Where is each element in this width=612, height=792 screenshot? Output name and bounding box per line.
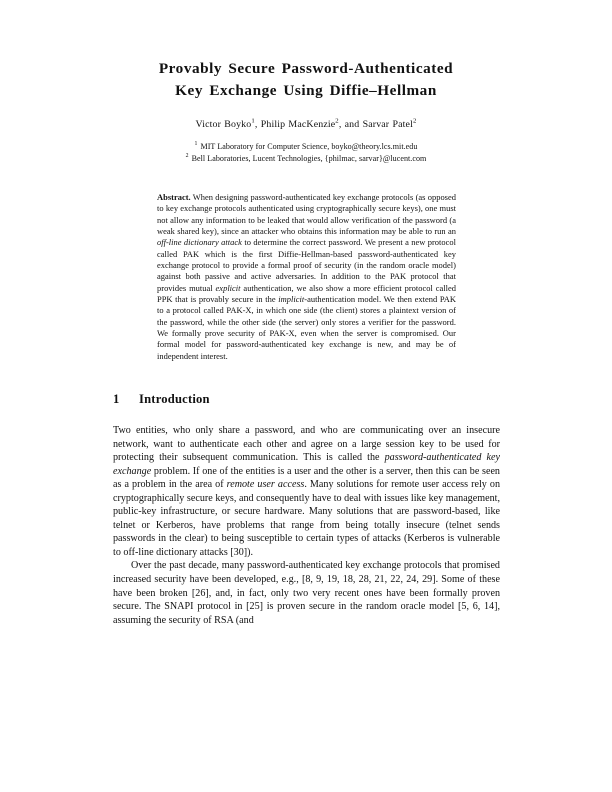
title-line-2: Key Exchange Using Diffie–Hellman: [175, 82, 437, 99]
author-affiliation-marker-1: 1: [251, 117, 255, 125]
body-paragraph-2: Over the past decade, many password-authenticated key exchange protocols that promised increased security have been developed, e.g., [8, 9, 19, 18, 28, 21, 22, 24, 29]. Some of these have been broken [26], and, in fact, only two very recent ones have been formally proven secure. The SNAPI protocol in [25] is proven secure in the random oracle model [5, 6, 14], assuming the security of RSA (and: [113, 560, 500, 626]
section-heading-introduction: [113, 392, 210, 407]
affiliation-text-1: MIT Laboratory for Computer Science, boyko@theory.lcs.mit.edu: [200, 142, 418, 151]
affiliation-marker-1: 1: [194, 141, 198, 148]
abstract-text-part-3: authentication, we also show a more efficient protocol called PPK that is provably secure in the: [157, 282, 457, 305]
affiliation-marker-2: 2: [185, 152, 189, 159]
affiliation-list: [86, 141, 526, 164]
abstract-text-part-4: -authentication model. We then extend PAK to a protocol called PAK-X, in which one side (the client) stores a plaintext version of the password, while the other side (the server) only stores a verifier for the password. We formally prove security of PAK-X, even when the server is compromised. Our formal model for password-authenticated key exchange is new, and may be of independent interest.: [157, 294, 457, 361]
paragraph-1-part-1: Two entities, who only share a password, and who are communicating over an insecure network, want to authenticate each other and agree on a large session key to be used for protecting their subsequent communication. This is called the: [113, 425, 500, 464]
author-separator-2: , and: [338, 119, 363, 130]
abstract-text-part-1: When designing password-authenticated key exchange protocols (as opposed to key exchange protocols authenticated using cryptographically secure keys), one must not allow any information to be leaked that would allow verification of the password (a weak shared key), since an attacker who obtains this information may be able to run an: [157, 192, 456, 237]
affiliation-item-2: [86, 153, 526, 165]
author-list: [86, 119, 526, 130]
page-title: [86, 58, 526, 102]
affiliation-text-2: Bell Laboratories, Lucent Technologies, {philmac, sarvar}@lucent.com: [191, 153, 427, 163]
abstract-block: [157, 192, 456, 362]
author-name-3: Sarvar Patel: [362, 119, 413, 130]
author-affiliation-marker-3: 2: [412, 117, 417, 125]
section-title: Introduction: [139, 392, 210, 406]
body-content: [113, 424, 500, 627]
author-affiliation-marker-2: 2: [335, 117, 339, 125]
abstract-emphasis-2: explicit: [215, 282, 241, 293]
author-name-1: Victor Boyko: [195, 119, 252, 130]
paragraph-1-part-3: . Many solutions for remote user access rely on cryptographically secure keys, and consequently have to deal with issues like key management, public-key infrastructure, or secure hardware. Many solutions that are password-based, like telnet or Kerberos, have problems that range from being totally insecure (telnet sends passwords in the clear) to being susceptible to certain types of attacks (Kerberos is vulnerable to off-line dictionary attacks [30]).: [113, 479, 500, 558]
abstract-emphasis-1: off-line dictionary attack: [157, 237, 242, 248]
abstract-emphasis-3: implicit: [278, 294, 305, 305]
title-line-1: Provably Secure Password-Authenticated: [158, 60, 454, 77]
section-number: 1: [113, 392, 120, 406]
paragraph-1-emphasis-2: remote user access: [226, 479, 305, 491]
paragraph-1-emphasis-1: password-authenticated key exchange: [113, 452, 500, 477]
affiliation-item-1: [86, 141, 526, 153]
abstract-text-part-2: to determine the correct password. We present a new protocol called PAK which is the first Diffie-Hellman-based password-authenticated key exchange protocol to provide a formal proof of security (in the random oracle model) against both passive and active adversaries. In addition to the PAK protocol that provides mutual: [157, 237, 457, 293]
abstract-label: Abstract.: [157, 192, 191, 202]
body-paragraph-1: [113, 424, 500, 559]
author-name-2: Philip MacKenzie: [260, 119, 336, 130]
paragraph-1-part-2: problem. If one of the entities is a user and the other is a server, then this can be seen as a problem in the area of: [113, 465, 500, 491]
author-separator-1: ,: [254, 119, 261, 130]
